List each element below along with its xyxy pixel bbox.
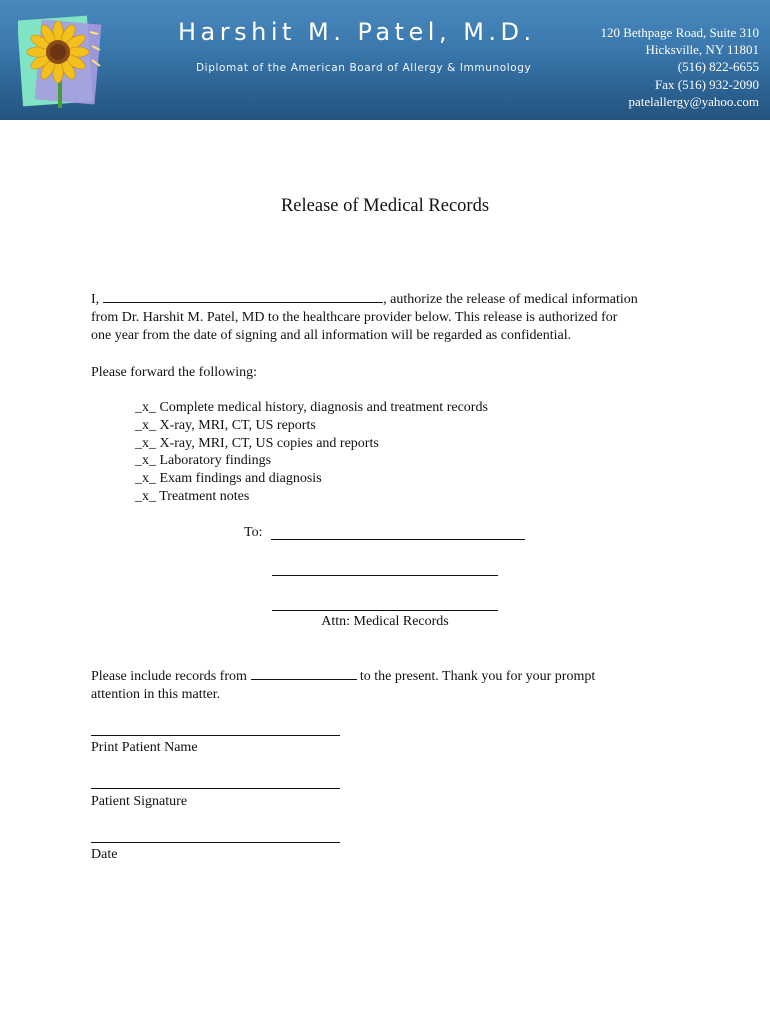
sunflower-icon: [18, 12, 104, 110]
intro-line-3: one year from the date of signing and all information will be regarded as confidential.: [91, 327, 572, 343]
authorization-paragraph: [91, 290, 638, 344]
email-address: patelallergy@yahoo.com: [628, 93, 759, 109]
address-line-1: 120 Bethpage Road, Suite 310: [600, 25, 759, 40]
board-certification: Diplomat of the American Board of Allergy & Immunology: [196, 62, 532, 74]
signature-line[interactable]: [91, 788, 340, 789]
records-suffix: to the present. Thank you for your prompt: [359, 669, 596, 684]
forward-label: Please forward the following:: [91, 365, 258, 380]
checklist-item[interactable]: _x_ X-ray, MRI, CT, US copies and reports: [135, 435, 379, 451]
recipient-line-2[interactable]: [272, 575, 498, 576]
attn-label: Attn: Medical Records: [321, 614, 449, 629]
form-title: Release of Medical Records: [280, 196, 490, 216]
date-line[interactable]: [91, 842, 340, 843]
phone-number: (516) 822-6655: [677, 59, 759, 75]
records-date-blank[interactable]: [251, 667, 357, 680]
checklist-item[interactable]: _x_ Exam findings and diagnosis: [135, 471, 322, 487]
recipient-line-3[interactable]: [272, 610, 498, 611]
contact-block: [600, 24, 759, 110]
intro-prefix: I,: [91, 292, 100, 307]
recipient-line-1[interactable]: [271, 539, 525, 540]
records-request: [91, 667, 595, 704]
records-line-2: attention in this matter.: [91, 686, 221, 702]
checklist-item[interactable]: _x_ X-ray, MRI, CT, US reports: [135, 417, 316, 433]
patient-name-blank[interactable]: [103, 290, 383, 303]
records-checklist: [135, 399, 488, 506]
intro-line-2: from Dr. Harshit M. Patel, MD to the healthcare provider below. This release is authorized for: [91, 309, 618, 325]
checklist-item[interactable]: _x_ Complete medical history, diagnosis and treatment records: [135, 400, 488, 415]
checklist-item[interactable]: _x_ Laboratory findings: [135, 453, 272, 469]
letterhead-banner: [0, 0, 770, 120]
records-prefix: Please include records from: [91, 669, 247, 684]
print-name-label: Print Patient Name: [91, 740, 198, 755]
signature-label: Patient Signature: [91, 794, 188, 809]
print-name-line[interactable]: [91, 735, 340, 736]
date-label: Date: [91, 847, 118, 862]
fax-number: Fax (516) 932-2090: [655, 76, 759, 92]
address-line-2: Hicksville, NY 11801: [645, 42, 759, 58]
to-label: To:: [244, 525, 263, 540]
doctor-name: Harshit M. Patel, M.D.: [178, 18, 536, 46]
intro-line-1: , authorize the release of medical information: [383, 292, 638, 307]
checklist-item[interactable]: _x_ Treatment notes: [135, 488, 250, 504]
